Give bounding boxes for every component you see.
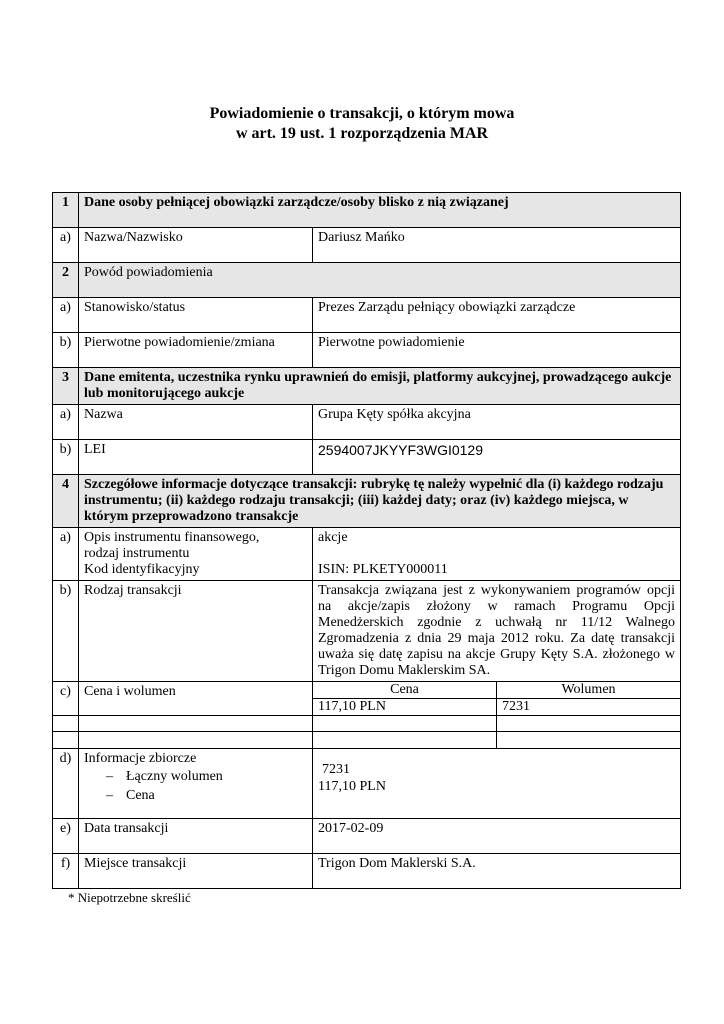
section-number: 3	[53, 368, 79, 405]
footnote: * Niepotrzebne skreślić	[68, 890, 191, 905]
isin-code: ISIN: PLKETY000011	[318, 562, 448, 577]
section-heading: Dane emitenta, uczestnika rynku uprawnień do emisji, platformy aukcyjnej, prowadzącego aukcje lub monitorującego aukcje	[79, 368, 681, 405]
field-label: LEI	[79, 440, 313, 475]
section-heading: Dane osoby pełniącej obowiązki zarządcze/osoby blisko z nią związanej	[79, 193, 681, 228]
aggregate-item-price: – Cena	[106, 786, 307, 805]
row-letter: a)	[53, 298, 79, 333]
document-title	[0, 104, 724, 144]
field-value: Trigon Dom Maklerski S.A.	[313, 854, 681, 889]
field-label: Nazwa	[79, 405, 313, 440]
table-row	[53, 581, 681, 682]
transaction-description: Transakcja związana jest z wykonywaniem programów opcji na akcje/zapis złożony w ramach Programu Opcji Menedżerskich zgodnie z uchwałą nr 11/12 Walnego Zgromadzenia z dnia 29 maja 2012 roku. Za datę transakcji uważa się datę zapisu na akcje Grupy Kęty S.A. złożonego w Trigon Domu Maklerskim SA.	[313, 581, 681, 682]
label-line: Kod identyfikacyjny	[84, 562, 200, 577]
table-row	[53, 333, 681, 368]
field-label: Nazwa/Nazwisko	[79, 228, 313, 263]
row-letter: a)	[53, 228, 79, 263]
empty-row	[53, 732, 681, 749]
instrument-type: akcje	[318, 530, 348, 545]
field-value: 2017-02-09	[313, 819, 681, 854]
title-line-2: w art. 19 ust. 1 rozporządzenia MAR	[235, 125, 489, 142]
field-label: Pierwotne powiadomienie/zmiana	[79, 333, 313, 368]
field-value	[313, 528, 681, 581]
field-label: Stanowisko/status	[79, 298, 313, 333]
aggregate-label: Informacje zbiorcze	[84, 751, 197, 766]
volume-value: 7231	[497, 699, 681, 716]
label-line: Opis instrumentu finansowego,	[84, 530, 260, 545]
title-line-1: Powiadomienie o transakcji, o którym mowa	[209, 105, 515, 122]
field-value	[313, 749, 681, 819]
section-number: 4	[53, 475, 79, 528]
row-letter: b)	[53, 581, 79, 682]
field-label	[79, 749, 313, 819]
table-row	[53, 440, 681, 475]
row-letter: e)	[53, 819, 79, 854]
price-volume-header-row	[53, 682, 681, 699]
lei-code: 2594007JKYYF3WGI0129	[313, 440, 681, 475]
row-letter: f)	[53, 854, 79, 889]
section-3-header	[53, 368, 681, 405]
field-value: Dariusz Mańko	[313, 228, 681, 263]
section-1-header	[53, 193, 681, 228]
table-row	[53, 749, 681, 819]
notification-table	[52, 192, 681, 889]
table-row	[53, 528, 681, 581]
field-label: Cena i wolumen	[79, 682, 313, 716]
row-letter: a)	[53, 528, 79, 581]
price-value: 117,10 PLN	[313, 699, 497, 716]
field-value: Prezes Zarządu pełniący obowiązki zarządcze	[313, 298, 681, 333]
field-label: Miejsce transakcji	[79, 854, 313, 889]
section-2-header	[53, 263, 681, 298]
table-row	[53, 405, 681, 440]
field-label	[79, 528, 313, 581]
table-row	[53, 819, 681, 854]
table-row	[53, 228, 681, 263]
empty-row	[53, 716, 681, 732]
table-row	[53, 854, 681, 889]
section-4-header	[53, 475, 681, 528]
column-header-price: Cena	[313, 682, 497, 699]
section-heading: Szczegółowe informacje dotyczące transakcji: rubrykę tę należy wypełnić dla (i) każdego rodzaju instrumentu; (ii) każdego rodzaju transakcji; (iii) każdej daty; oraz (iv) każdego miejsca, w którym przeprowadzono transakcje	[79, 475, 681, 528]
aggregate-volume-value: 7231	[322, 762, 350, 777]
section-number: 2	[53, 263, 79, 298]
row-letter: b)	[53, 440, 79, 475]
field-label: Rodzaj transakcji	[79, 581, 313, 682]
aggregate-price-value: 117,10 PLN	[318, 779, 386, 794]
label-line: rodzaj instrumentu	[84, 546, 190, 561]
row-letter: a)	[53, 405, 79, 440]
aggregate-list	[84, 767, 307, 805]
table-row	[53, 298, 681, 333]
field-value: Pierwotne powiadomienie	[313, 333, 681, 368]
field-label: Data transakcji	[79, 819, 313, 854]
row-letter: c)	[53, 682, 79, 716]
field-value: Grupa Kęty spółka akcyjna	[313, 405, 681, 440]
row-letter: b)	[53, 333, 79, 368]
section-heading: Powód powiadomienia	[79, 263, 681, 298]
row-letter: d)	[53, 749, 79, 819]
column-header-volume: Wolumen	[497, 682, 681, 699]
section-number: 1	[53, 193, 79, 228]
aggregate-item-volume: – Łączny wolumen	[106, 767, 307, 786]
